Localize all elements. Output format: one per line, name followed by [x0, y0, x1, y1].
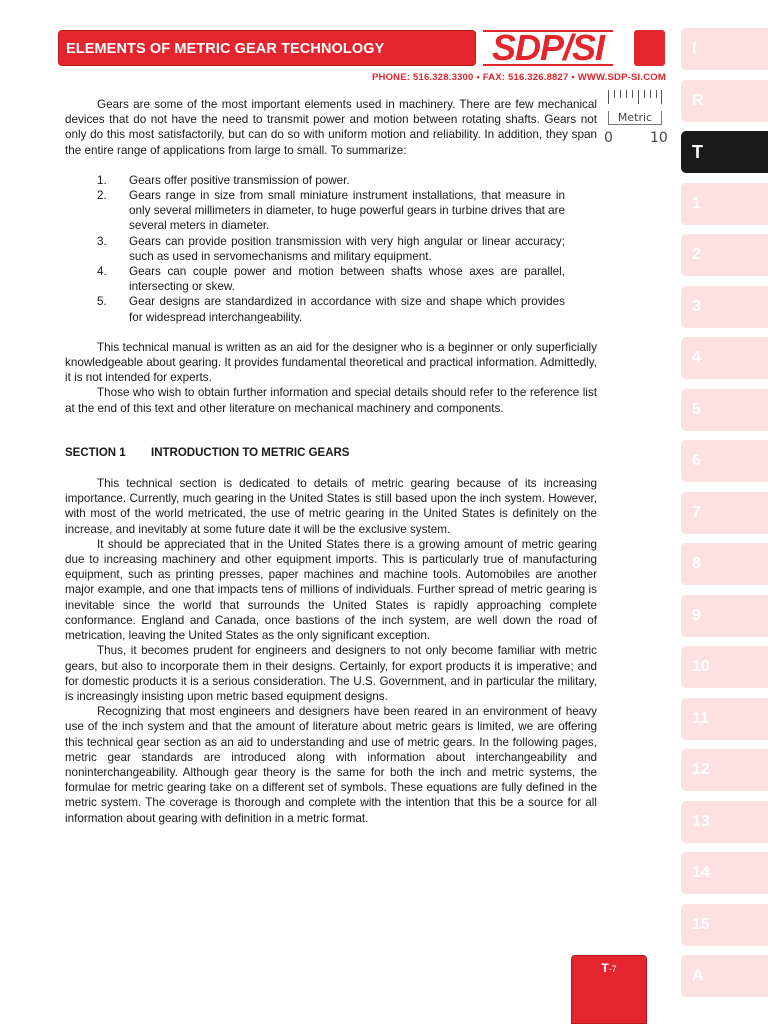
- list-item-text: Gears range in size from small miniature instrument installations, that measure in only several millimeters in diameter, to huge powerful gears in turbine drives that are several meters in diameter.: [129, 189, 565, 233]
- chapter-tab-3[interactable]: 3: [681, 286, 768, 328]
- list-item-number: 5.: [97, 295, 107, 309]
- chapter-tab-15[interactable]: 15: [681, 904, 768, 946]
- chapter-tab-10[interactable]: 10: [681, 646, 768, 688]
- metric-scale-zero: 0: [604, 130, 613, 146]
- list-item-number: 2.: [97, 189, 107, 203]
- company-logo: SDP/SI: [492, 27, 605, 68]
- list-item: [65, 234, 565, 264]
- list-item: [65, 294, 565, 324]
- section-paragraph: It should be appreciated that in the United States there is a growing amount of metric gearing due to increasing machinery and other equipment imports. This is particularly true of manufacturing equipment, such as printing presses, paper machines and machine tools. Automobiles are another major example, and one that impacts tens of millions of individuals. Further spread of metric gearing is inevitable since the world that surrounds the United States is rapidly approaching complete conformance. England and Canada, once bastions of the inch system, are well down the road of metrication, leaving the United States as the only significant exception.: [65, 537, 597, 643]
- chapter-tab-13[interactable]: 13: [681, 801, 768, 843]
- chapter-tab-8[interactable]: 8: [681, 543, 768, 585]
- list-item-number: 3.: [97, 234, 107, 248]
- intro-paragraph: This technical manual is written as an aid for the designer who is a beginner or only superficially knowledgeable about gearing. It provides fundamental theoretical and practical information. Admittedly, it is not intended for experts.: [65, 340, 597, 385]
- page-number: -7: [608, 964, 617, 974]
- chapter-tab-t[interactable]: T: [681, 131, 768, 173]
- document-title: ELEMENTS OF METRIC GEAR TECHNOLOGY: [66, 41, 385, 57]
- intro-paragraph: Those who wish to obtain further information and special details should refer to the reference list at the end of this text and other literature on mechanical machinery and components.: [65, 386, 597, 415]
- list-item-text: Gears offer positive transmission of power.: [129, 173, 350, 187]
- logo-accent-tab: [634, 30, 665, 66]
- list-item-text: Gears can provide position transmission with very high angular or linear accuracy; such as used in servomechanisms and military equipment.: [129, 234, 565, 263]
- section-paragraph: This technical section is dedicated to details of metric gearing because of its increasing importance. Currently, much gearing in the United States is still based upon the inch system. However, with most of the world metricated, the use of metric gearing in the United States is definitely on the increase, and inevitably at some future date it will be the exclusive system.: [65, 477, 597, 536]
- main-content: [65, 97, 597, 826]
- summary-list: [65, 173, 597, 325]
- page-number-tab: [571, 955, 647, 1024]
- section-heading: [65, 446, 597, 461]
- chapter-tab-7[interactable]: 7: [681, 492, 768, 534]
- chapter-tab-r[interactable]: R: [681, 80, 768, 122]
- list-item: [65, 264, 565, 294]
- chapter-tab-i[interactable]: I: [681, 28, 768, 70]
- chapter-tab-4[interactable]: 4: [681, 337, 768, 379]
- section-number: SECTION 1: [65, 446, 126, 459]
- chapter-tab-a[interactable]: A: [681, 955, 768, 997]
- document-title-bar: [58, 30, 476, 66]
- section-paragraph: Recognizing that most engineers and designers have been reared in an environment of heavy use of the inch system and that the amount of literature about metric gears is limited, we are offering this technical gear section as an aid to understanding and use of metric gears. In the following pages, metric gear standards are introduced along with information about interchangeability and noninterchangeability. Although gear theory is the same for both the inch and metric systems, the formulae for metric gearing take on a different set of symbols. These equations are fully defined in the metric system. The coverage is thorough and complete with the intention that this be a source for all information about gearing with definition in a metric format.: [65, 705, 597, 825]
- metric-badge: [604, 88, 670, 148]
- intro-paragraph: Gears are some of the most important elements used in machinery. There are few mechanical devices that do not have the need to transmit power and motion between rotating shafts. Gears not only do this most satisfactorily, but can do so with uniform motion and reliability. In addition, they span the entire range of applications from large to small. To summarize:: [65, 98, 597, 157]
- chapter-tab-9[interactable]: 9: [681, 595, 768, 637]
- chapter-tab-12[interactable]: 12: [681, 749, 768, 791]
- list-item-number: 4.: [97, 265, 107, 279]
- ruler-icon: [608, 90, 662, 104]
- chapter-tab-5[interactable]: 5: [681, 389, 768, 431]
- chapter-tabs: [681, 28, 768, 1024]
- chapter-tab-11[interactable]: 11: [681, 698, 768, 740]
- section-paragraph: Thus, it becomes prudent for engineers and designers to not only become familiar with metric gears, but also to incorporate them in their designs. Certainly, for export products it is imperative; and for domestic products it is a serious consideration. The U.S. Government, and in particular the military, is increasingly insisting upon metric based equipment designs.: [65, 644, 597, 703]
- chapter-tab-2[interactable]: 2: [681, 234, 768, 276]
- contact-info: PHONE: 516.328.3300 • FAX: 516.326.8827 • WWW.SDP-SI.COM: [372, 72, 666, 83]
- list-item-text: Gear designs are standardized in accordance with size and shape which provides for widespread interchangeability.: [129, 295, 565, 324]
- list-item-number: 1.: [97, 173, 107, 187]
- page-prefix: T: [601, 961, 609, 975]
- chapter-tab-6[interactable]: 6: [681, 440, 768, 482]
- list-item: [65, 188, 565, 234]
- section-title: INTRODUCTION TO METRIC GEARS: [151, 446, 350, 459]
- chapter-tab-14[interactable]: 14: [681, 852, 768, 894]
- metric-label: Metric: [608, 111, 662, 125]
- list-item-text: Gears can couple power and motion between shafts whose axes are parallel, intersecting or skew.: [129, 265, 565, 294]
- list-item: [65, 173, 565, 188]
- metric-scale-ten: 10: [650, 130, 668, 146]
- chapter-tab-1[interactable]: 1: [681, 183, 768, 225]
